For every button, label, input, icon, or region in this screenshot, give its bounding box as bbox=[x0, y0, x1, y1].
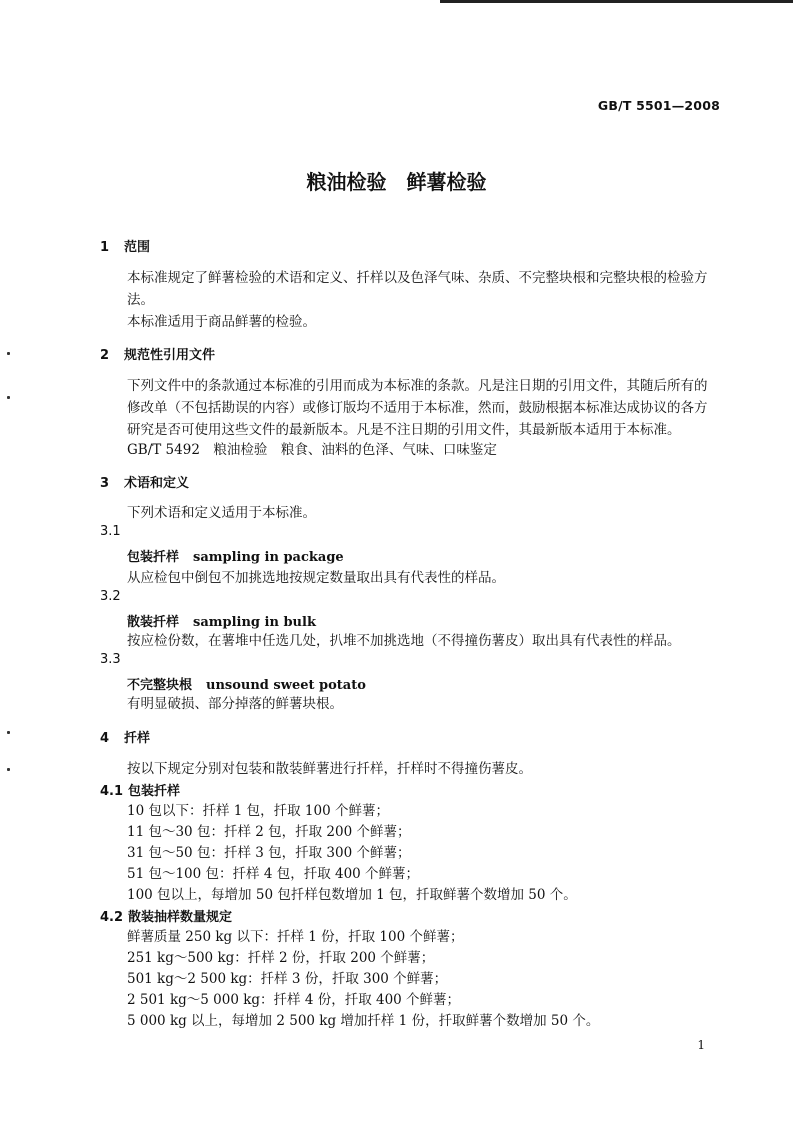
scan-mark bbox=[7, 768, 10, 771]
scan-mark bbox=[7, 731, 10, 734]
section-3-heading bbox=[100, 472, 189, 491]
term-definition: 按应检份数，在薯堆中任选几处，扒堆不加挑选地（不得撞伤薯皮）取出具有代表性的样品。 bbox=[127, 633, 681, 649]
section-number: 1 bbox=[100, 240, 110, 255]
term-chinese: 散装扦样 bbox=[127, 615, 180, 630]
term-english: sampling in package bbox=[193, 550, 344, 565]
term-heading bbox=[127, 546, 344, 565]
package-sampling-line: 100 包以上，每增加 50 包扦样包数增加 1 包，扦取鲜薯个数增加 50 个。 bbox=[127, 887, 577, 903]
bulk-sampling-line: 鲜薯质量 250 kg 以下：扦样 1 份，扦取 100 个鲜薯； bbox=[127, 929, 464, 945]
section-title: 范围 bbox=[124, 240, 151, 255]
bulk-sampling-line: 5 000 kg 以上，每增加 2 500 kg 增加扦样 1 份，扦取鲜薯个数增加 50 个。 bbox=[127, 1013, 600, 1029]
section-number: 3 bbox=[100, 476, 110, 491]
package-sampling-line: 11 包～30 包：扦样 2 包，扦取 200 个鲜薯； bbox=[127, 824, 411, 840]
subsection-4-1-heading bbox=[100, 780, 180, 799]
subsection-title: 散装抽样数量规定 bbox=[128, 910, 233, 925]
section-number: 2 bbox=[100, 348, 110, 363]
package-sampling-line: 31 包～50 包：扦样 3 包，扦取 300 个鲜薯； bbox=[127, 845, 411, 861]
scope-paragraph bbox=[100, 267, 720, 311]
bulk-sampling-line: 501 kg～2 500 kg：扦样 3 份，扦取 300 个鲜薯； bbox=[127, 971, 448, 987]
term-heading bbox=[127, 674, 366, 693]
scan-mark bbox=[7, 396, 10, 399]
term-definition: 从应检包中倒包不加挑选地按规定数量取出具有代表性的样品。 bbox=[127, 570, 505, 586]
terms-intro: 下列术语和定义适用于本标准。 bbox=[127, 505, 316, 521]
term-chinese: 不完整块根 bbox=[127, 678, 193, 693]
page-number: 1 bbox=[697, 1038, 705, 1052]
package-sampling-line: 10 包以下：扦样 1 包，扦取 100 个鲜薯； bbox=[127, 803, 389, 819]
term-heading bbox=[127, 611, 316, 630]
section-4-heading bbox=[100, 727, 150, 746]
title-part-1: 粮油检验 bbox=[306, 170, 387, 194]
subsection-title: 包装扦样 bbox=[128, 784, 181, 799]
term-number: 3.2 bbox=[100, 589, 121, 604]
subsection-number: 4.1 bbox=[100, 784, 124, 799]
sampling-intro: 按以下规定分别对包装和散装鲜薯进行扦样，扦样时不得撞伤薯皮。 bbox=[127, 761, 532, 777]
subsection-4-2-heading bbox=[100, 906, 232, 925]
section-title: 术语和定义 bbox=[124, 476, 190, 491]
normative-references-paragraph bbox=[100, 375, 720, 441]
scan-mark bbox=[7, 352, 10, 355]
document-title bbox=[0, 166, 793, 195]
reference-item: GB/T 5492 粮油检验 粮食、油料的色泽、气味、口味鉴定 bbox=[127, 442, 497, 458]
subsection-number: 4.2 bbox=[100, 910, 124, 925]
title-part-2: 鲜薯检验 bbox=[406, 170, 487, 194]
normative-text: 下列文件中的条款通过本标准的引用而成为本标准的条款。凡是注日期的引用文件，其随后所有的修改单（不包括勘误的内容）或修订版均不适用于本标准，然而，鼓励根据本标准达成协议的各方研究是否可使用这些文件的最新版本。凡是不注日期的引用文件，其最新版本适用于本标准。 bbox=[127, 378, 708, 438]
section-title: 规范性引用文件 bbox=[124, 348, 216, 363]
bulk-sampling-line: 251 kg～500 kg：扦样 2 份，扦取 200 个鲜薯； bbox=[127, 950, 435, 966]
term-english: sampling in bulk bbox=[193, 615, 316, 630]
term-definition: 有明显破损、部分掉落的鲜薯块根。 bbox=[127, 696, 343, 712]
term-number: 3.1 bbox=[100, 524, 121, 539]
section-number: 4 bbox=[100, 731, 110, 746]
top-border-line bbox=[440, 0, 793, 3]
term-number: 3.3 bbox=[100, 652, 121, 667]
scope-applicability: 本标准适用于商品鲜薯的检验。 bbox=[127, 314, 316, 330]
standard-code: GB/T 5501—2008 bbox=[597, 98, 720, 113]
term-english: unsound sweet potato bbox=[206, 678, 366, 693]
term-chinese: 包装扦样 bbox=[127, 550, 180, 565]
section-2-heading bbox=[100, 344, 215, 363]
package-sampling-line: 51 包～100 包：扦样 4 包，扦取 400 个鲜薯； bbox=[127, 866, 420, 882]
scope-text: 本标准规定了鲜薯检验的术语和定义、扦样以及色泽气味、杂质、不完整块根和完整块根的检验方法。 bbox=[127, 270, 708, 308]
section-title: 扦样 bbox=[124, 731, 151, 746]
bulk-sampling-line: 2 501 kg～5 000 kg：扦样 4 份，扦取 400 个鲜薯； bbox=[127, 992, 461, 1008]
section-1-heading bbox=[100, 236, 150, 255]
